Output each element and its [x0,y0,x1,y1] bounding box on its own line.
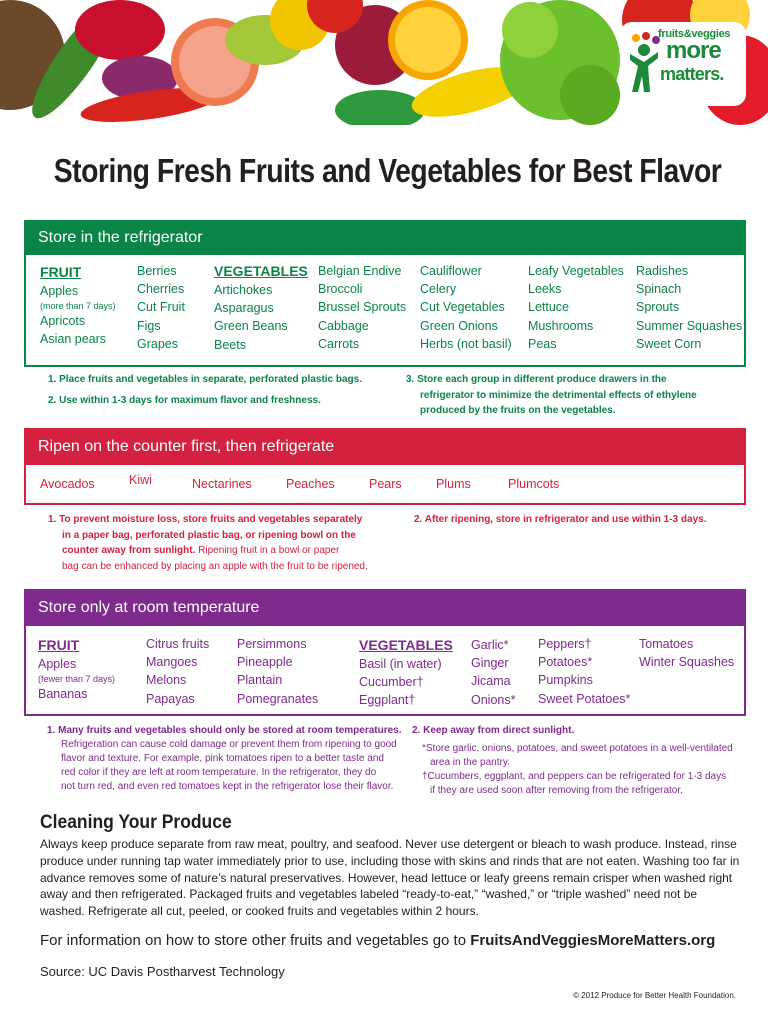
room-temperature-heading: Store only at room temperature [24,589,746,626]
note-line: 2. Keep away from direct sunlight. [412,725,575,736]
footnote-line: †Cucumbers, eggplant, and peppers can be refrigerated for 1-3 days [422,771,727,782]
note-line: 3. Store each group in different produce drawers in the [406,374,667,385]
refrigerator-fruit-column-2 [137,262,185,353]
note-line: bag can be enhanced by placing an apple with the fruit to be ripened. [62,560,368,572]
source-line: Source: UC Davis Postharvest Technology [40,964,285,979]
refrigerator-fruit-column-1 [40,263,116,349]
list-item: Celery [420,282,457,297]
refrigerator-veg-column-2 [318,262,406,353]
list-item: Green Beans [214,319,288,334]
list-item: Plantain [237,673,283,688]
list-item: Eggplant† [359,693,416,708]
list-item: Pomegranates [237,691,319,706]
note-line: not turn red, and even red tomatoes kept in the refrigerator lose their flavor. [61,781,394,792]
note-line: 1. To prevent moisture loss, store fruits and vegetables separately [48,514,363,525]
list-item: Papayas [146,691,195,706]
room-veg-column-2 [471,636,515,709]
refrigerator-list [24,255,746,367]
refrigerator-veg-column-1 [214,262,308,354]
list-item-note: (fewer than 7 days) [38,674,116,685]
ripen-section [24,428,746,505]
refrigerator-note-2: 2. Use within 1-3 days for maximum flavor and freshness. [48,394,321,406]
note-line: produced by the fruits on the vegetables. [420,405,616,416]
list-item: Artichokes [214,283,273,297]
cleaning-heading: Cleaning Your Produce [40,812,232,833]
ripen-note-2 [414,512,706,528]
list-item: Avocados [40,477,95,491]
list-item: Sweet Corn [636,336,702,351]
note-line [48,543,368,559]
list-item: Carrots [318,336,359,351]
list-item: Spinach [636,282,682,297]
note-regular-part: Ripening fruit in a bowl or paper [195,545,340,556]
list-item: Radishes [636,264,689,278]
list-item: Apples [40,284,79,298]
list-item: Cauliflower [420,264,482,278]
list-item: Broccoli [318,282,363,297]
refrigerator-note-3 [406,372,697,419]
list-item: Apricots [40,314,86,329]
refrigerator-veg-column-5 [636,262,742,353]
list-item: Summer Squashes [636,318,743,333]
list-item: Peas [528,336,557,351]
list-item: Potatoes* [538,655,593,670]
list-item: Berries [137,264,177,278]
note-bold-part: counter away from sunlight. [62,545,196,556]
refrigerator-notes-left [48,372,362,408]
cleaning-paragraph: Always keep produce separate from raw meat, poultry, and seafood. Never use detergent or bleach to wash produce. Instead, rinse produce under running tap water immediately prior to use, including those with skins and rinds that are not eaten. Washing too far in advance removes some of nature’s natural preservatives. However, head lettuce or leafy greens remain crisper when washed right away and then refrigerated. Packaged fruits and vegetables labeled “ready-to-eat,” “washed,” or “triple washed” need not be washed. Refrigerate all cut, peeled, or cooked fruits and vegetables within 2 hours. [40,837,740,919]
list-item: Sweet Potatoes* [538,691,631,706]
refrigerator-heading: Store in the refrigerator [24,220,746,255]
vegetables-label: VEGETABLES [214,263,308,279]
room-note-1 [47,724,402,794]
running-figure-icon [624,32,664,98]
list-item: Pumpkins [538,673,593,688]
list-item: Melons [146,673,187,688]
ripen-note-1 [48,512,368,574]
list-item: Mangoes [146,655,198,670]
fruit-label: FRUIT [38,637,80,653]
list-item: Cherries [137,282,185,297]
list-item: Lettuce [528,300,570,315]
list-item: Leafy Vegetables [528,264,624,278]
list-item: Citrus fruits [146,637,210,651]
list-item: Plumcots [508,477,560,491]
logo-line-2: more [666,37,721,64]
list-item: Asian pears [40,332,107,347]
room-temperature-section [24,589,746,716]
ripen-list [24,465,746,505]
list-item: Cucumber† [359,675,424,690]
info-line [40,932,715,949]
list-item: Bananas [38,687,88,702]
list-item: Persimmons [237,637,307,651]
note-line: in a paper bag, perforated plastic bag, or ripening bowl on the [62,529,356,541]
refrigerator-veg-column-4 [528,262,624,353]
list-item: Pears [369,477,402,491]
note-line: Refrigeration can cause cold damage or prevent them from ripening to good [61,739,397,750]
list-item: Peppers† [538,637,592,651]
list-item: Brussel Sprouts [318,300,407,315]
ripen-heading: Ripen on the counter first, then refrigerate [24,428,746,465]
list-item: Herbs (not basil) [420,336,512,351]
room-temperature-list [24,626,746,716]
fruit-label: FRUIT [40,264,82,280]
page-title: Storing Fresh Fruits and Vegetables for Best Flavor [53,152,722,189]
room-veg-column-3 [538,635,630,708]
refrigerator-veg-column-3 [420,262,512,353]
note-line: 2. After ripening, store in refrigerator and use within 1-3 days. [414,514,707,525]
produce-banner [0,0,768,140]
logo-line-1: fruits&veggies [658,28,731,40]
footnote-line: area in the pantry. [430,757,510,768]
list-item: Peaches [286,477,335,491]
vegetables-label: VEGETABLES [359,637,453,653]
list-item: Kiwi [129,473,152,487]
note-line: 1. Many fruits and vegetables should only be stored at room temperatures. [47,725,402,736]
list-item-note: (more than 7 days) [40,301,116,312]
list-item: Green Onions [420,318,498,333]
footnote-line: if they are used soon after removing from the refrigerator. [430,785,683,796]
info-text: For information on how to store other fruits and vegetables go to [40,932,471,949]
list-item: Cut Fruit [137,300,185,315]
list-item: Garlic* [471,638,509,652]
list-item: Asparagus [214,301,274,316]
logo-line-3: matters. [660,64,724,84]
list-item: Belgian Endive [318,264,402,278]
fruits-veggies-more-matters-logo [620,22,746,106]
refrigerator-note-1: 1. Place fruits and vegetables in separate, perforated plastic bags. [48,374,363,385]
list-item: Basil (in water) [359,657,442,671]
list-item: Sprouts [636,300,680,315]
list-item: Jicama [471,674,511,689]
note-line: refrigerator to minimize the detrimental effects of ethylene [420,389,697,401]
note-line: flavor and texture. For example, pink tomatoes ripen to a better taste and [61,753,384,764]
list-item: Ginger [471,656,509,671]
list-item: Figs [137,318,161,333]
list-item: Grapes [137,336,178,351]
list-item: Pineapple [237,655,293,670]
room-fruit-column-1 [38,636,115,703]
list-item: Mushrooms [528,318,594,333]
list-item: Plums [436,477,471,491]
refrigerator-section [24,220,746,367]
room-note-2 [412,724,733,798]
note-line: red color if they are left at room temperature. In the refrigerator, they do [61,767,377,778]
website-link[interactable]: FruitsAndVeggiesMoreMatters.org [470,932,716,949]
list-item: Cabbage [318,318,369,333]
list-item: Tomatoes [639,637,694,651]
footnote-line: *Store garlic, onions, potatoes, and sweet potatoes in a well-ventilated [422,743,733,754]
list-item: Onions* [471,692,516,707]
room-fruit-column-2 [146,635,209,708]
copyright: © 2012 Produce for Better Health Foundation. [573,991,736,1000]
list-item: Winter Squashes [639,655,735,670]
list-item: Nectarines [192,477,252,491]
list-item: Apples [38,657,77,671]
list-item: Cut Vegetables [420,300,505,315]
room-veg-column-1 [359,636,453,710]
room-veg-column-4 [639,635,734,671]
room-fruit-column-3 [237,635,318,708]
list-item: Leeks [528,282,562,297]
list-item: Beets [214,337,246,352]
